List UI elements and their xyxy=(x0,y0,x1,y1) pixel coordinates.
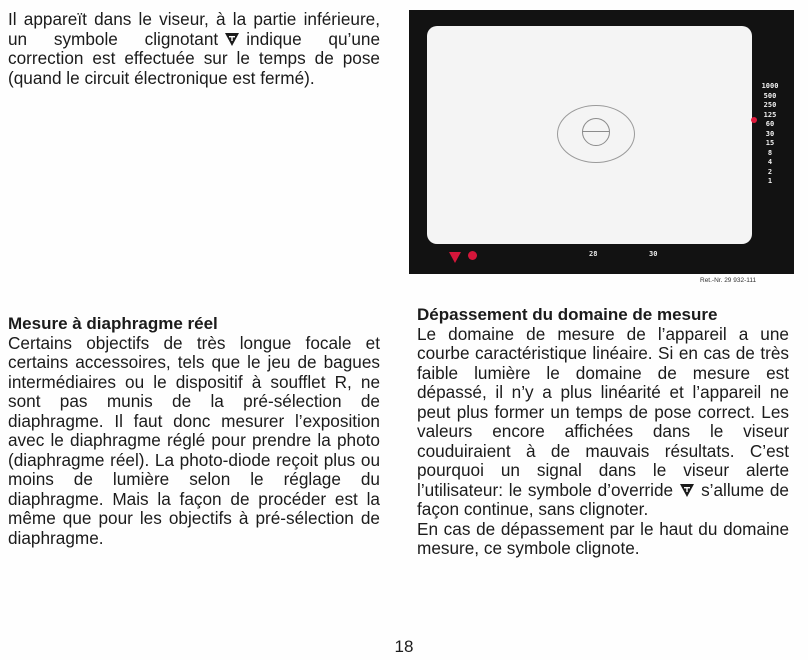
shutter-speed-value: 1 xyxy=(767,177,773,185)
shutter-speed-value: 2 xyxy=(767,167,773,176)
shutter-speed-value: 500 xyxy=(763,91,777,100)
shutter-led-indicator xyxy=(751,117,757,123)
viewfinder-illustration xyxy=(409,10,794,274)
right-section xyxy=(417,305,789,559)
viewfinder-warning-led xyxy=(468,251,477,260)
right-section-heading: Dépassement du domaine de mesure xyxy=(417,305,718,324)
override-warning-icon xyxy=(224,31,240,47)
shutter-speed-value: 250 xyxy=(763,101,777,109)
intro-text-before-symbol: Il appareït dans le viseur, à la partie inférieure, un symbole clignotant xyxy=(8,9,380,49)
right-section-body xyxy=(417,325,789,520)
shutter-speed-scale xyxy=(760,82,780,187)
right-body-before-symbol: Le domaine de mesure de l’appareil a une courbe caractéristique linéaire. Si en cas de très faible lumière le domaine de mesure est dépassé, il n’y a plus linéarité et l’appareil ne peut plus former un temps de pose correct. Les valeurs encore affichées dans le viseur couduiraient à de mauvais résultats. C’est pourquoi un signal dans le viseur alerte l’utilisateur: le symbole d’override xyxy=(417,323,789,500)
aperture-value-right: 30 xyxy=(649,250,658,258)
shutter-speed-value: 1000 xyxy=(761,82,779,90)
shutter-speed-value: 60 xyxy=(765,120,775,128)
aperture-value-left: 28 xyxy=(589,250,598,258)
shutter-speed-value: 8 xyxy=(767,148,773,157)
page-number: 18 xyxy=(394,637,414,656)
shutter-speed-value: 125 xyxy=(763,110,777,119)
right-section-closing: En cas de dépassement par le haut du domaine mesure, ce symbole clignote. xyxy=(417,518,789,558)
viewfinder-warning-icon xyxy=(449,250,461,268)
split-image-circle xyxy=(582,118,610,146)
shutter-speed-value: 15 xyxy=(765,139,775,147)
shutter-speed-value: 4 xyxy=(767,158,773,166)
figure-reference: Ret.-Nr. 29 932-111 xyxy=(700,277,757,284)
override-warning-icon xyxy=(679,482,695,498)
left-section xyxy=(8,314,380,548)
intro-text-after-symbol: indique qu’une correction est effectuée sur le temps de pose (quand le circuit électronique est fermé). xyxy=(8,28,380,88)
intro-paragraph xyxy=(8,10,380,88)
right-body-after-symbol: s’allume de façon continue, sans clignoter. xyxy=(417,479,789,519)
shutter-speed-value: 30 xyxy=(765,129,775,138)
left-section-heading: Mesure à diaphragme réel xyxy=(8,314,218,333)
left-section-body: Certains objectifs de très longue focale et certains accessoires, tels que le jeu de bagues intermédiaires ou le dispositif à soufflet R, ne sont pas munis de la pré-sélection de diaphragme. Il faut donc mesurer l’exposition avec le diaphragme réglé pour prendre la photo (diaphragme réel). La photo-diode reçoit plus ou moins de lumière selon le réglage du diaphragme. Mais la façon de procéder est la même que pour les objectifs à pré-sélection de diaphragme. xyxy=(8,332,380,548)
split-image-line xyxy=(582,131,609,132)
